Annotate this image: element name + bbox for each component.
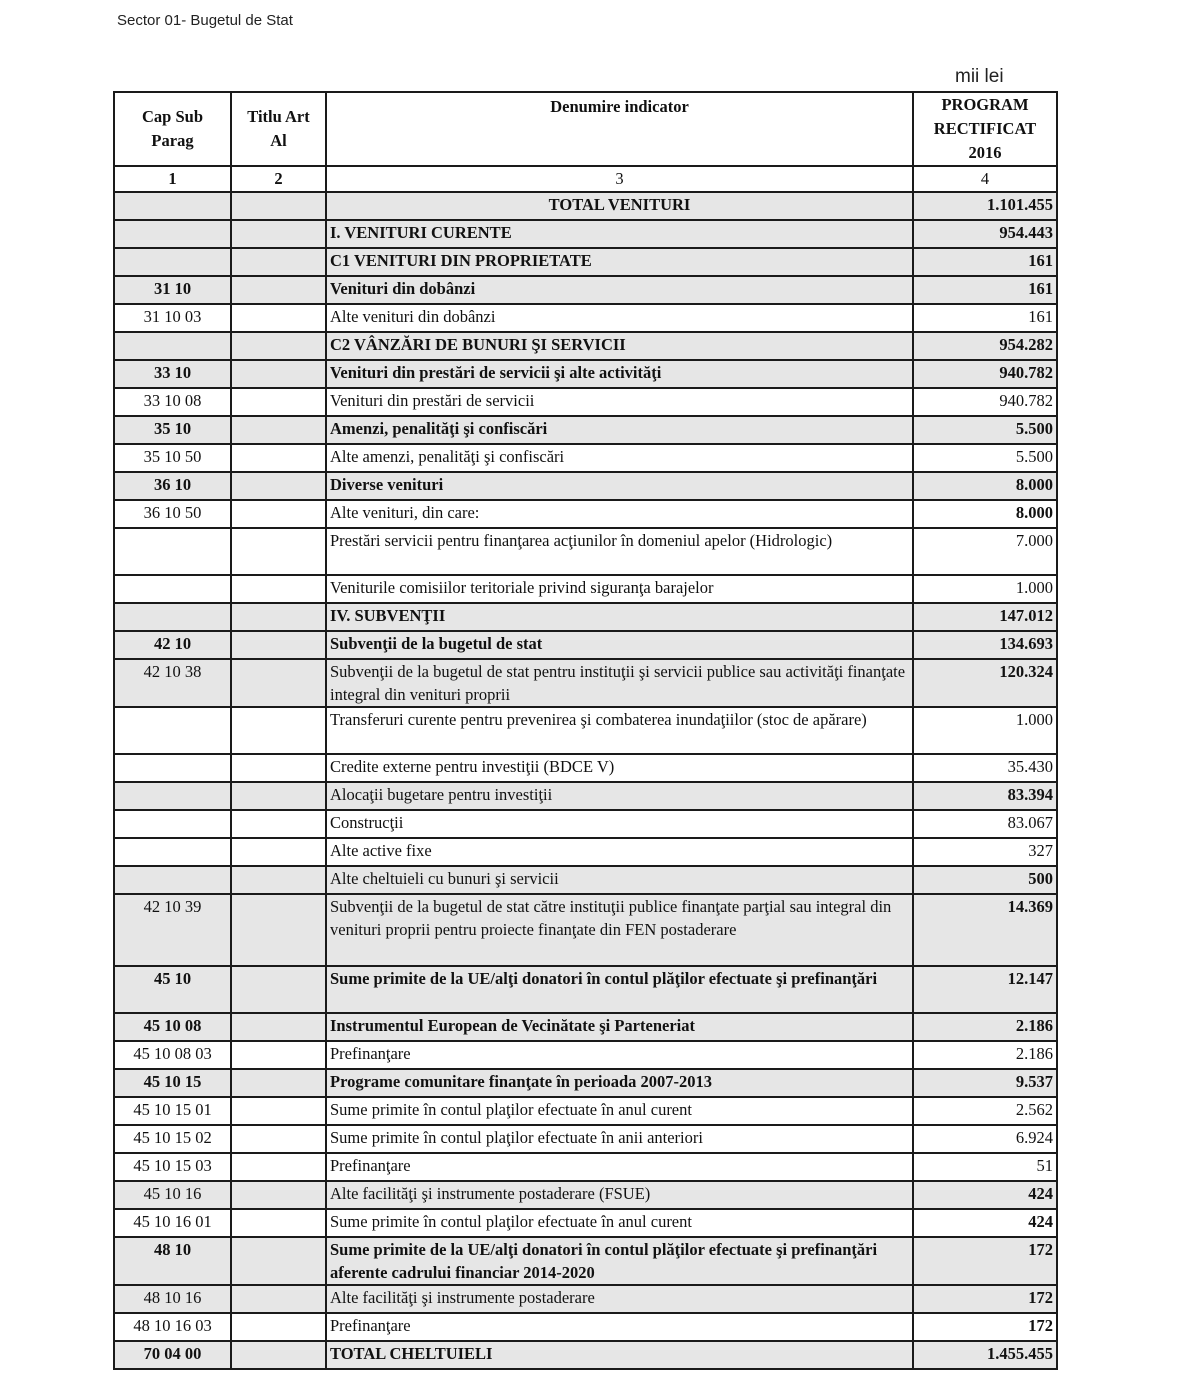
row-code: 33 10 08 <box>114 388 231 416</box>
row-name: Prefinanţare <box>326 1041 913 1069</box>
row-value: 1.101.455 <box>913 192 1057 220</box>
row-title <box>231 1013 326 1041</box>
row-value: 120.324 <box>913 659 1057 707</box>
row-code: 70 04 00 <box>114 1341 231 1369</box>
row-name: Alocaţii bugetare pentru investiţii <box>326 782 913 810</box>
row-value: 172 <box>913 1285 1057 1313</box>
table-row <box>114 1125 1057 1153</box>
row-title <box>231 360 326 388</box>
row-code <box>114 575 231 603</box>
row-value: 7.000 <box>913 528 1057 575</box>
row-title <box>231 1209 326 1237</box>
row-title <box>231 1097 326 1125</box>
row-code: 45 10 15 03 <box>114 1153 231 1181</box>
row-value: 940.782 <box>913 388 1057 416</box>
table-row <box>114 966 1057 1013</box>
row-code: 36 10 <box>114 472 231 500</box>
row-value: 2.186 <box>913 1013 1057 1041</box>
row-title <box>231 707 326 754</box>
table-row <box>114 528 1057 575</box>
table-row <box>114 444 1057 472</box>
row-name: Diverse venituri <box>326 472 913 500</box>
table-row <box>114 810 1057 838</box>
row-code <box>114 603 231 631</box>
table-row <box>114 192 1057 220</box>
row-title <box>231 500 326 528</box>
table-row <box>114 388 1057 416</box>
table-row <box>114 332 1057 360</box>
row-code: 35 10 <box>114 416 231 444</box>
row-title <box>231 1285 326 1313</box>
table-row <box>114 659 1057 707</box>
row-code <box>114 782 231 810</box>
row-name: Prestări servicii pentru finanţarea acţiunilor în domeniul apelor (Hidrologic) <box>326 528 913 575</box>
row-name: Sume primite în contul plaţilor efectuate în anul curent <box>326 1097 913 1125</box>
row-value: 1.000 <box>913 707 1057 754</box>
col-number-3: 3 <box>326 166 913 192</box>
row-title <box>231 220 326 248</box>
col-header-value: PROGRAM RECTIFICAT 2016 <box>913 92 1057 166</box>
table-row <box>114 500 1057 528</box>
row-name: Instrumentul European de Vecinătate şi Parteneriat <box>326 1013 913 1041</box>
row-value: 1.455.455 <box>913 1341 1057 1369</box>
row-name: Credite externe pentru investiţii (BDCE V) <box>326 754 913 782</box>
row-value: 424 <box>913 1209 1057 1237</box>
row-code: 33 10 <box>114 360 231 388</box>
row-code: 48 10 16 03 <box>114 1313 231 1341</box>
row-code: 45 10 16 <box>114 1181 231 1209</box>
row-value: 954.443 <box>913 220 1057 248</box>
row-title <box>231 838 326 866</box>
row-title <box>231 966 326 1013</box>
table-row <box>114 220 1057 248</box>
budget-table <box>113 91 1058 1370</box>
table-row <box>114 894 1057 966</box>
row-value: 83.394 <box>913 782 1057 810</box>
row-code <box>114 528 231 575</box>
row-code: 45 10 08 <box>114 1013 231 1041</box>
row-value: 83.067 <box>913 810 1057 838</box>
col-header-code: Cap Sub Parag <box>114 92 231 166</box>
row-code: 31 10 03 <box>114 304 231 332</box>
row-title <box>231 276 326 304</box>
table-row <box>114 1181 1057 1209</box>
row-name: Alte amenzi, penalităţi şi confiscări <box>326 444 913 472</box>
row-title <box>231 192 326 220</box>
row-title <box>231 1069 326 1097</box>
row-name: Alte venituri, din care: <box>326 500 913 528</box>
row-title <box>231 866 326 894</box>
table-row <box>114 1069 1057 1097</box>
row-code: 45 10 08 03 <box>114 1041 231 1069</box>
row-title <box>231 603 326 631</box>
row-code <box>114 248 231 276</box>
row-code <box>114 754 231 782</box>
table-row <box>114 631 1057 659</box>
row-title <box>231 1153 326 1181</box>
row-title <box>231 1041 326 1069</box>
row-code <box>114 707 231 754</box>
row-title <box>231 1313 326 1341</box>
table-row <box>114 866 1057 894</box>
row-title <box>231 1181 326 1209</box>
row-title <box>231 631 326 659</box>
row-value: 8.000 <box>913 472 1057 500</box>
row-value: 161 <box>913 304 1057 332</box>
row-title <box>231 248 326 276</box>
row-name: Subvenţii de la bugetul de stat către instituţii publice finanţate parţial sau integral din venituri proprii pentru proiecte finanţate din FEN postaderare <box>326 894 913 966</box>
row-name: TOTAL CHELTUIELI <box>326 1341 913 1369</box>
col-number-4: 4 <box>913 166 1057 192</box>
row-title <box>231 444 326 472</box>
row-name: Transferuri curente pentru prevenirea şi combaterea inundaţiilor (stoc de apărare) <box>326 707 913 754</box>
row-name: Venituri din prestări de servicii şi alte activităţi <box>326 360 913 388</box>
row-value: 9.537 <box>913 1069 1057 1097</box>
row-name: Alte venituri din dobânzi <box>326 304 913 332</box>
row-name: Prefinanţare <box>326 1313 913 1341</box>
unit-label: mii lei <box>955 66 1004 87</box>
row-title <box>231 388 326 416</box>
table-row <box>114 1097 1057 1125</box>
row-code <box>114 866 231 894</box>
row-name: Construcţii <box>326 810 913 838</box>
row-code: 31 10 <box>114 276 231 304</box>
row-value: 940.782 <box>913 360 1057 388</box>
table-row <box>114 603 1057 631</box>
table-row <box>114 782 1057 810</box>
row-name: C2 VÂNZĂRI DE BUNURI ŞI SERVICII <box>326 332 913 360</box>
table-row <box>114 248 1057 276</box>
row-code: 45 10 <box>114 966 231 1013</box>
row-code: 45 10 15 02 <box>114 1125 231 1153</box>
col-header-name: Denumire indicator <box>326 92 913 166</box>
row-code: 42 10 39 <box>114 894 231 966</box>
row-value: 147.012 <box>913 603 1057 631</box>
row-name: Alte cheltuieli cu bunuri şi servicii <box>326 866 913 894</box>
table-row <box>114 304 1057 332</box>
table-row <box>114 276 1057 304</box>
row-value: 14.369 <box>913 894 1057 966</box>
row-code <box>114 192 231 220</box>
row-code: 35 10 50 <box>114 444 231 472</box>
row-value: 2.186 <box>913 1041 1057 1069</box>
row-code: 42 10 38 <box>114 659 231 707</box>
row-value: 327 <box>913 838 1057 866</box>
row-code <box>114 838 231 866</box>
table-row <box>114 754 1057 782</box>
table-row <box>114 472 1057 500</box>
row-value: 161 <box>913 276 1057 304</box>
row-title <box>231 304 326 332</box>
row-code <box>114 332 231 360</box>
row-value: 6.924 <box>913 1125 1057 1153</box>
table-row <box>114 1237 1057 1285</box>
table-row <box>114 1013 1057 1041</box>
table-row <box>114 1313 1057 1341</box>
row-code <box>114 220 231 248</box>
row-name: C1 VENITURI DIN PROPRIETATE <box>326 248 913 276</box>
row-name: Prefinanţare <box>326 1153 913 1181</box>
row-title <box>231 754 326 782</box>
table-row <box>114 707 1057 754</box>
table-row <box>114 1041 1057 1069</box>
row-value: 51 <box>913 1153 1057 1181</box>
row-value: 2.562 <box>913 1097 1057 1125</box>
row-name: Veniturile comisiilor teritoriale privind siguranţa barajelor <box>326 575 913 603</box>
row-name: I. VENITURI CURENTE <box>326 220 913 248</box>
row-code: 36 10 50 <box>114 500 231 528</box>
row-name: Alte facilităţi şi instrumente postaderare <box>326 1285 913 1313</box>
row-name: Programe comunitare finanţate în perioada 2007-2013 <box>326 1069 913 1097</box>
row-title <box>231 1237 326 1285</box>
table-row <box>114 1153 1057 1181</box>
row-name: Alte facilităţi şi instrumente postaderare (FSUE) <box>326 1181 913 1209</box>
row-name: Alte active fixe <box>326 838 913 866</box>
table-row <box>114 1341 1057 1369</box>
row-code: 45 10 15 01 <box>114 1097 231 1125</box>
row-name: Sume primite de la UE/alţi donatori în contul plăţilor efectuate şi prefinanţări <box>326 966 913 1013</box>
row-name: Subvenţii de la bugetul de stat <box>326 631 913 659</box>
table-row <box>114 416 1057 444</box>
row-title <box>231 782 326 810</box>
row-value: 5.500 <box>913 444 1057 472</box>
row-code: 48 10 16 <box>114 1285 231 1313</box>
row-name: Sume primite în contul plaţilor efectuate în anii anteriori <box>326 1125 913 1153</box>
row-code: 42 10 <box>114 631 231 659</box>
row-code: 48 10 <box>114 1237 231 1285</box>
table-row <box>114 360 1057 388</box>
table-row <box>114 1285 1057 1313</box>
row-code <box>114 810 231 838</box>
col-number-2: 2 <box>231 166 326 192</box>
row-name: Venituri din dobânzi <box>326 276 913 304</box>
row-value: 500 <box>913 866 1057 894</box>
sector-title: Sector 01- Bugetul de Stat <box>117 12 293 29</box>
row-code: 45 10 16 01 <box>114 1209 231 1237</box>
row-value: 424 <box>913 1181 1057 1209</box>
row-value: 172 <box>913 1313 1057 1341</box>
row-title <box>231 1125 326 1153</box>
row-value: 5.500 <box>913 416 1057 444</box>
table-row <box>114 1209 1057 1237</box>
table-row <box>114 575 1057 603</box>
row-name: TOTAL VENITURI <box>326 192 913 220</box>
row-title <box>231 332 326 360</box>
row-name: Venituri din prestări de servicii <box>326 388 913 416</box>
row-title <box>231 894 326 966</box>
row-title <box>231 659 326 707</box>
col-header-title: Titlu Art Al <box>231 92 326 166</box>
row-title <box>231 528 326 575</box>
row-title <box>231 575 326 603</box>
row-value: 35.430 <box>913 754 1057 782</box>
row-value: 134.693 <box>913 631 1057 659</box>
row-value: 954.282 <box>913 332 1057 360</box>
row-value: 1.000 <box>913 575 1057 603</box>
row-title <box>231 810 326 838</box>
col-number-1: 1 <box>114 166 231 192</box>
row-name: Sume primite în contul plaţilor efectuate în anul curent <box>326 1209 913 1237</box>
row-value: 161 <box>913 248 1057 276</box>
row-title <box>231 416 326 444</box>
row-name: IV. SUBVENŢII <box>326 603 913 631</box>
row-name: Amenzi, penalităţi şi confiscări <box>326 416 913 444</box>
row-code: 45 10 15 <box>114 1069 231 1097</box>
row-value: 172 <box>913 1237 1057 1285</box>
row-value: 12.147 <box>913 966 1057 1013</box>
row-value: 8.000 <box>913 500 1057 528</box>
row-name: Subvenţii de la bugetul de stat pentru instituţii şi servicii publice sau activităţi finanţate integral din venituri proprii <box>326 659 913 707</box>
table-row <box>114 838 1057 866</box>
row-title <box>231 1341 326 1369</box>
row-name: Sume primite de la UE/alţi donatori în contul plăţilor efectuate şi prefinanţări aferente cadrului financiar 2014-2020 <box>326 1237 913 1285</box>
row-title <box>231 472 326 500</box>
